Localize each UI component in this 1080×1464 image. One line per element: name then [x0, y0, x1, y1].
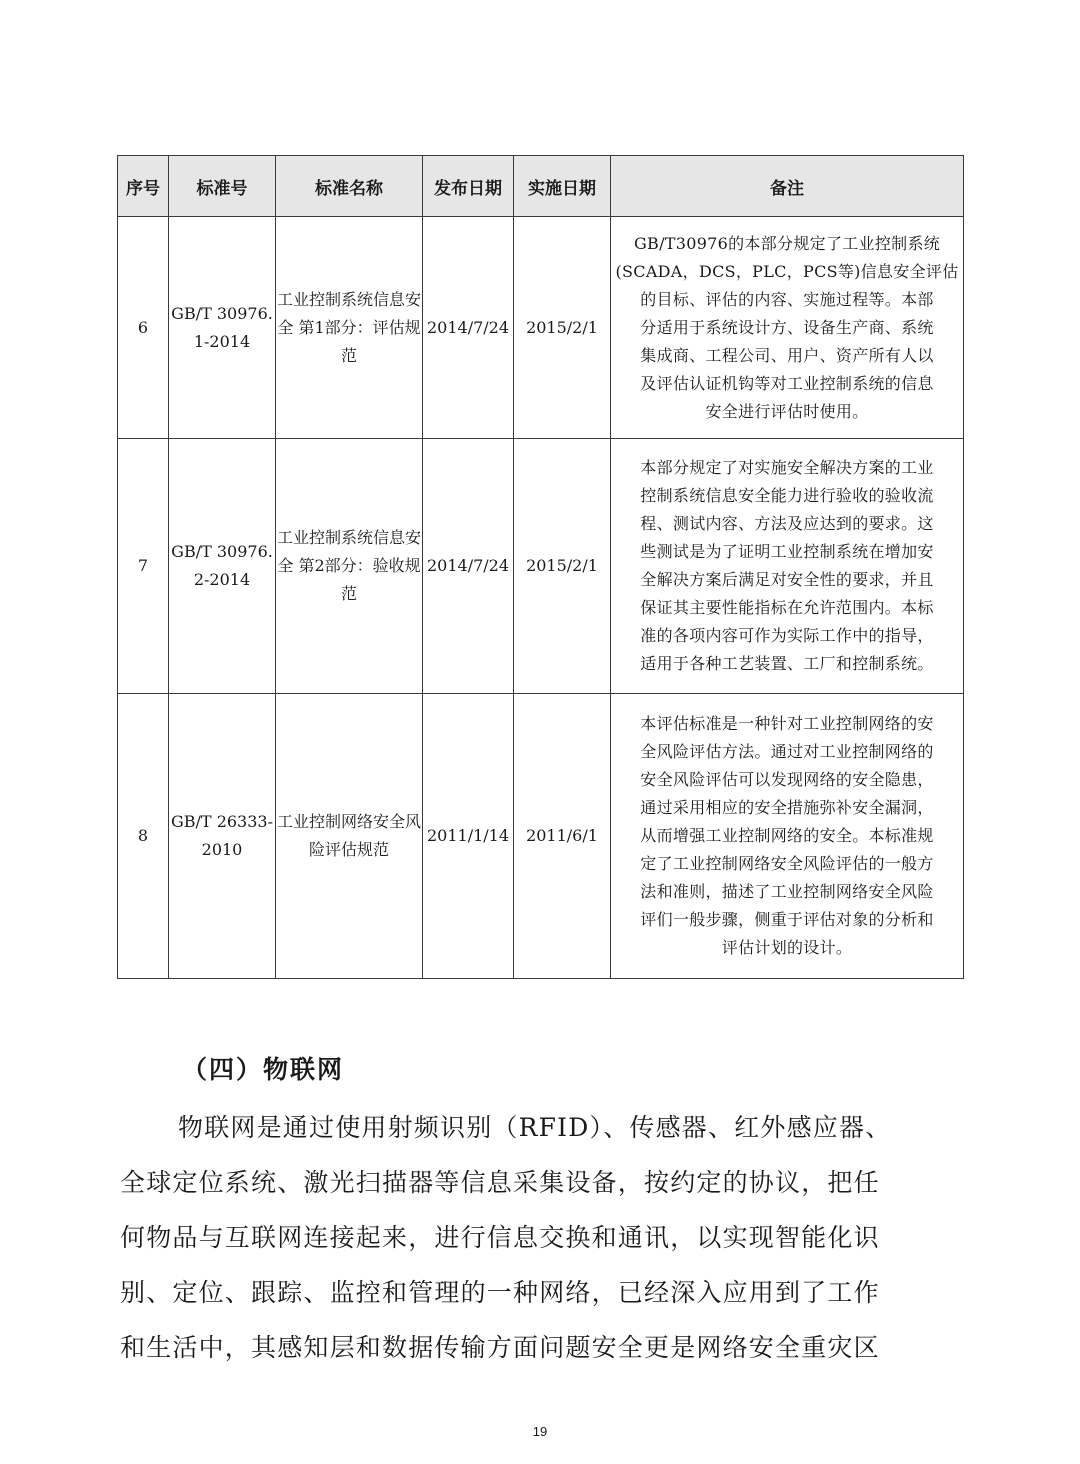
row-publish-date: 2014/7/24 — [423, 217, 514, 439]
remark-line: 的目标、评估的内容、实施过程等。本部 — [640, 289, 934, 309]
row-effective-date: 2015/2/1 — [514, 217, 611, 439]
row-effective-date: 2011/6/1 — [514, 694, 611, 979]
remark-line: 全风险评估方法。通过对工业控制网络的 — [640, 742, 934, 761]
remark-line: (SCADA，DCS，PLC，PCS等)信息安全评估 — [615, 261, 959, 281]
paragraph-line: 物联网是通过使用射频识别（RFID）、传感器、红外感应器、 — [178, 1113, 892, 1142]
table-row — [118, 694, 964, 979]
remark-line: 本评估标准是一种针对工业控制网络的安 — [640, 714, 934, 733]
row-seq: 6 — [118, 217, 169, 439]
row-seq: 8 — [118, 694, 169, 979]
remark-line: 控制系统信息安全能力进行验收的验收流 — [640, 486, 934, 505]
section-heading: （四）物联网 — [182, 1055, 345, 1084]
row-standard-code: GB/T 30976.1-2014 — [169, 217, 276, 439]
row-standard-name: 工业控制网络安全风险评估规范 — [276, 694, 423, 979]
remark-line: 安全进行评估时使用。 — [705, 401, 869, 421]
row-standard-name: 工业控制系统信息安全 第1部分：评估规范 — [276, 217, 423, 439]
remark-line: 保证其主要性能指标在允许范围内。本标 — [640, 598, 934, 617]
remark-line: GB/T30976的本部分规定了工业控制系统 — [633, 233, 941, 253]
header-standard-code: 标准号 — [169, 156, 276, 217]
remark-line: 全解决方案后满足对安全性的要求，并且 — [640, 570, 934, 589]
row-remarks — [611, 439, 964, 694]
paragraph-line: 别、定位、跟踪、监控和管理的一种网络，已经深入应用到了工作 — [120, 1278, 880, 1307]
header-publish-date: 发布日期 — [423, 156, 514, 217]
remark-line: 从而增强工业控制网络的安全。本标准规 — [640, 826, 934, 845]
remark-line: 准的各项内容可作为实际工作中的指导， — [640, 626, 934, 645]
remark-line: 通过采用相应的安全措施弥补安全漏洞， — [640, 798, 934, 817]
row-remarks — [611, 217, 964, 439]
remark-line: 安全风险评估可以发现网络的安全隐患， — [640, 770, 934, 789]
remark-line: 适用于各种工艺装置、工厂和控制系统。 — [640, 654, 934, 673]
row-standard-code: GB/T 30976.2-2014 — [169, 439, 276, 694]
remark-line: 分适用于系统设计方、设备生产商、系统 — [640, 317, 934, 337]
header-effective-date: 实施日期 — [514, 156, 611, 217]
header-remarks: 备注 — [611, 156, 964, 217]
remark-line: 及评估认证机钩等对工业控制系统的信息 — [640, 373, 934, 393]
standards-table — [117, 155, 964, 979]
paragraph-line: 和生活中，其感知层和数据传输方面问题安全更是网络安全重灾区 — [120, 1333, 880, 1362]
remark-line: 定了工业控制网络安全风险评估的一般方 — [640, 854, 934, 873]
table-row — [118, 439, 964, 694]
remark-line: 评估计划的设计。 — [721, 938, 853, 957]
paragraph-line: 全球定位系统、激光扫描器等信息采集设备，按约定的协议，把任 — [120, 1168, 880, 1197]
remark-line: 本部分规定了对实施安全解决方案的工业 — [640, 458, 934, 477]
row-effective-date: 2015/2/1 — [514, 439, 611, 694]
paragraph-line: 何物品与互联网连接起来，进行信息交换和通讯，以实现智能化识 — [120, 1223, 880, 1252]
row-seq: 7 — [118, 439, 169, 694]
row-publish-date: 2014/7/24 — [423, 439, 514, 694]
remark-line: 评们一般步骤，侧重于评估对象的分析和 — [640, 910, 934, 929]
header-standard-name: 标准名称 — [276, 156, 423, 217]
remark-line: 程、测试内容、方法及应达到的要求。这 — [640, 514, 934, 533]
row-publish-date: 2011/1/14 — [423, 694, 514, 979]
row-standard-code: GB/T 26333-2010 — [169, 694, 276, 979]
row-standard-name: 工业控制系统信息安全 第2部分：验收规范 — [276, 439, 423, 694]
table-header-row — [118, 156, 964, 217]
remark-line: 法和准则，描述了工业控制网络安全风险 — [640, 882, 934, 901]
page-number: 19 — [532, 1424, 548, 1439]
row-remarks — [611, 694, 964, 979]
remark-line: 集成商、工程公司、用户、资产所有人以 — [640, 345, 934, 365]
remark-line: 些测试是为了证明工业控制系统在增加安 — [640, 542, 934, 561]
table-row — [118, 217, 964, 439]
section-paragraph — [120, 1100, 966, 1375]
header-seq: 序号 — [118, 156, 169, 217]
